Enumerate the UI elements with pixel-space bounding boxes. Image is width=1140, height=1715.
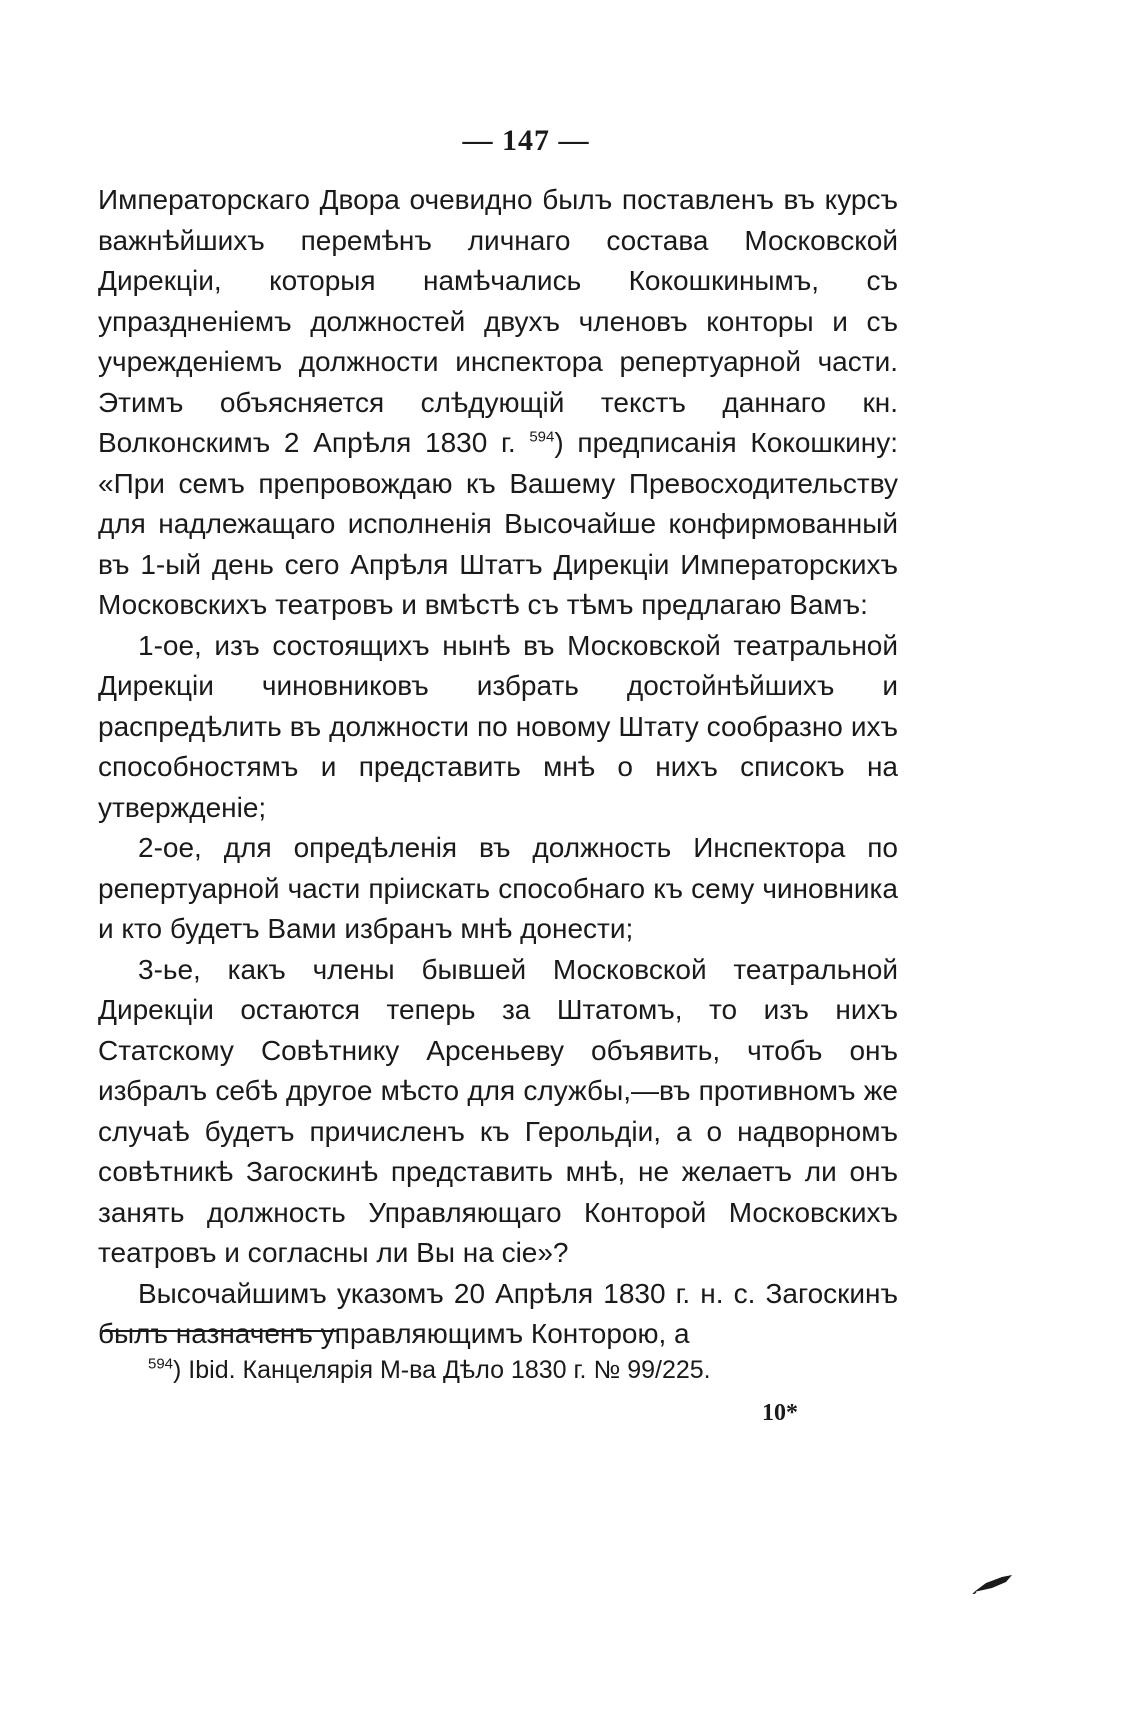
- paragraph-5: Высочайшимъ указомъ 20 Апрѣля 1830 г. н. с. Загоскинъ былъ назначенъ управляющимъ Конторою, а: [98, 1277, 898, 1349]
- page-number: — 147 —: [462, 124, 590, 157]
- footnote-ref-594: 594: [529, 428, 555, 446]
- paragraph-2: 1-ое, изъ состоящихъ нынѣ въ Московской театральной Дирекціи чиновниковъ избрать достойнѣйшихъ и распредѣлить въ должности по новому Штату сообразно ихъ способностямъ и представить мнѣ о нихъ списокъ на утвержденіе;: [98, 629, 898, 823]
- paragraph-3: 2-ое, для опредѣленія въ должность Инспектора по репертуарной части пріискать способнаго къ сему чиновника и кто будетъ Вами избранъ мнѣ донести;: [98, 832, 898, 944]
- footnote-rule: [102, 1330, 338, 1332]
- paragraph-1-tail: ) предписанія Кокошкину: «При семъ препровождаю къ Вашему Превосходительству для надлежащаго исполненія Высочайше конфирмованный въ 1-ый день сего Апрѣля Штатъ Дирекціи Императорскихъ Московскихъ театровъ и вмѣстѣ съ тѣмъ предлагаю Вамъ:: [98, 427, 899, 620]
- footnote: [148, 1354, 908, 1386]
- footnote-number: 594: [148, 1355, 174, 1373]
- signature-mark: 10*: [762, 1400, 798, 1426]
- ink-mark-icon: [972, 1574, 1014, 1594]
- paragraph-1: [98, 180, 898, 626]
- body-text: [98, 180, 898, 1355]
- paragraph-1-text: Императорскаго Двора очевидно былъ поставленъ въ курсъ важнѣйшихъ перемѣнъ личнаго состава Московской Дирекціи, которыя намѣчались Кокошкинымъ, съ упраздненіемъ должностей двухъ членовъ конторы и съ учрежденіемъ должности инспектора репертуарной части. Этимъ объясняется слѣдующій текстъ даннаго кн. Волконскимъ 2 Апрѣля 1830 г.: [98, 184, 898, 458]
- paragraph-4: 3-ье, какъ члены бывшей Московской театральной Дирекціи остаются теперь за Штатомъ, то изъ нихъ Статскому Совѣтнику Арсеньеву объявить, чтобъ онъ избралъ себѣ другое мѣсто для службы,—въ противномъ же случаѣ будетъ причисленъ къ Герольдіи, а о надворномъ совѣтникѣ Загоскинѣ представить мнѣ, не желаетъ ли онъ занять должность Управляющаго Конторой Московскихъ театровъ и согласны ли Вы на сіе»?: [98, 953, 898, 1268]
- footnote-text: ) Ibid. Канцелярія М-ва Дѣло 1830 г. № 99/225.: [173, 1356, 711, 1384]
